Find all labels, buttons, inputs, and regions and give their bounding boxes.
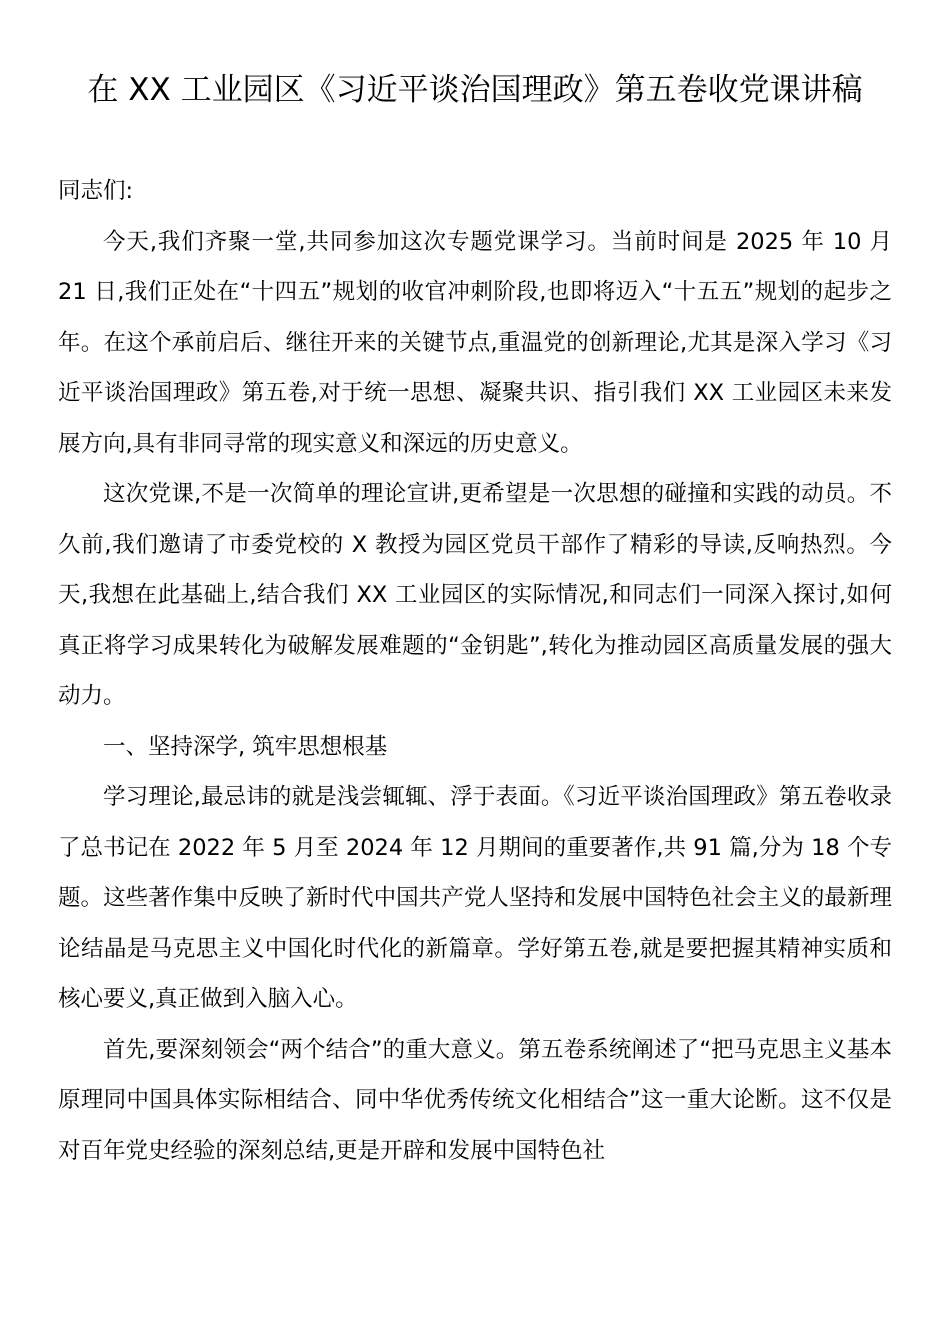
document-body xyxy=(58,166,892,1176)
salutation: 同志们: xyxy=(58,178,134,204)
document-page xyxy=(58,66,892,1176)
paragraph-study: 学习理论,最忌讳的就是浅尝辄辄、浮于表面。《习近平谈治国理政》第五卷收录了总书记在 2022 年 5 月至 2024 年 12 月期间的重要著作,共 91 篇,分为 18 个专题。这些著作集中反映了新时代中国共产党人坚持和发展中国特色社会主义的最新理论结晶是马克思主义中国化时代化的新篇章。学好第五卷,就是要把握其精神实质和核心要义,真正做到入脑入心。 xyxy=(58,784,892,1012)
paragraph-purpose: 这次党课,不是一次简单的理论宣讲,更希望是一次思想的碰撞和实践的动员。不久前,我们邀请了市委党校的 X 教授为园区党员干部作了精彩的导读,反响热烈。今天,我想在此基础上,结合我们 XX 工业园区的实际情况,和同志们一同深入探讨,如何真正将学习成果转化为破解发展难题的“金钥匙”,转化为推动园区高质量发展的强大动力。 xyxy=(58,481,892,709)
paragraph-two-combinations: 首先,要深刻领会“两个结合”的重大意义。第五卷系统阐述了“把马克思主义基本原理同中国具体实际相结合、同中华优秀传统文化相结合”这一重大论断。这不仅是对百年党史经验的深刻总结,更是开辟和发展中国特色社 xyxy=(58,1036,892,1164)
section-heading-1: 一、坚持深学, 筑牢思想根基 xyxy=(103,733,388,760)
document-title: 在 XX 工业园区《习近平谈治国理政》第五卷收党课讲稿 xyxy=(87,72,863,108)
paragraph-intro: 今天,我们齐聚一堂,共同参加这次专题党课学习。当前时间是 2025 年 10 月 21 日,我们正处在“十四五”规划的收官冲刺阶段,也即将迈入“十五五”规划的起步之年。在这个承前启后、继往开来的关键节点,重温党的创新理论,尤其是深入学习《习近平谈治国理政》第五卷,对于统一思想、凝聚共识、指引我们 XX 工业园区未来发展方向,具有非同寻常的现实意义和深远的历史意义。 xyxy=(58,228,892,457)
